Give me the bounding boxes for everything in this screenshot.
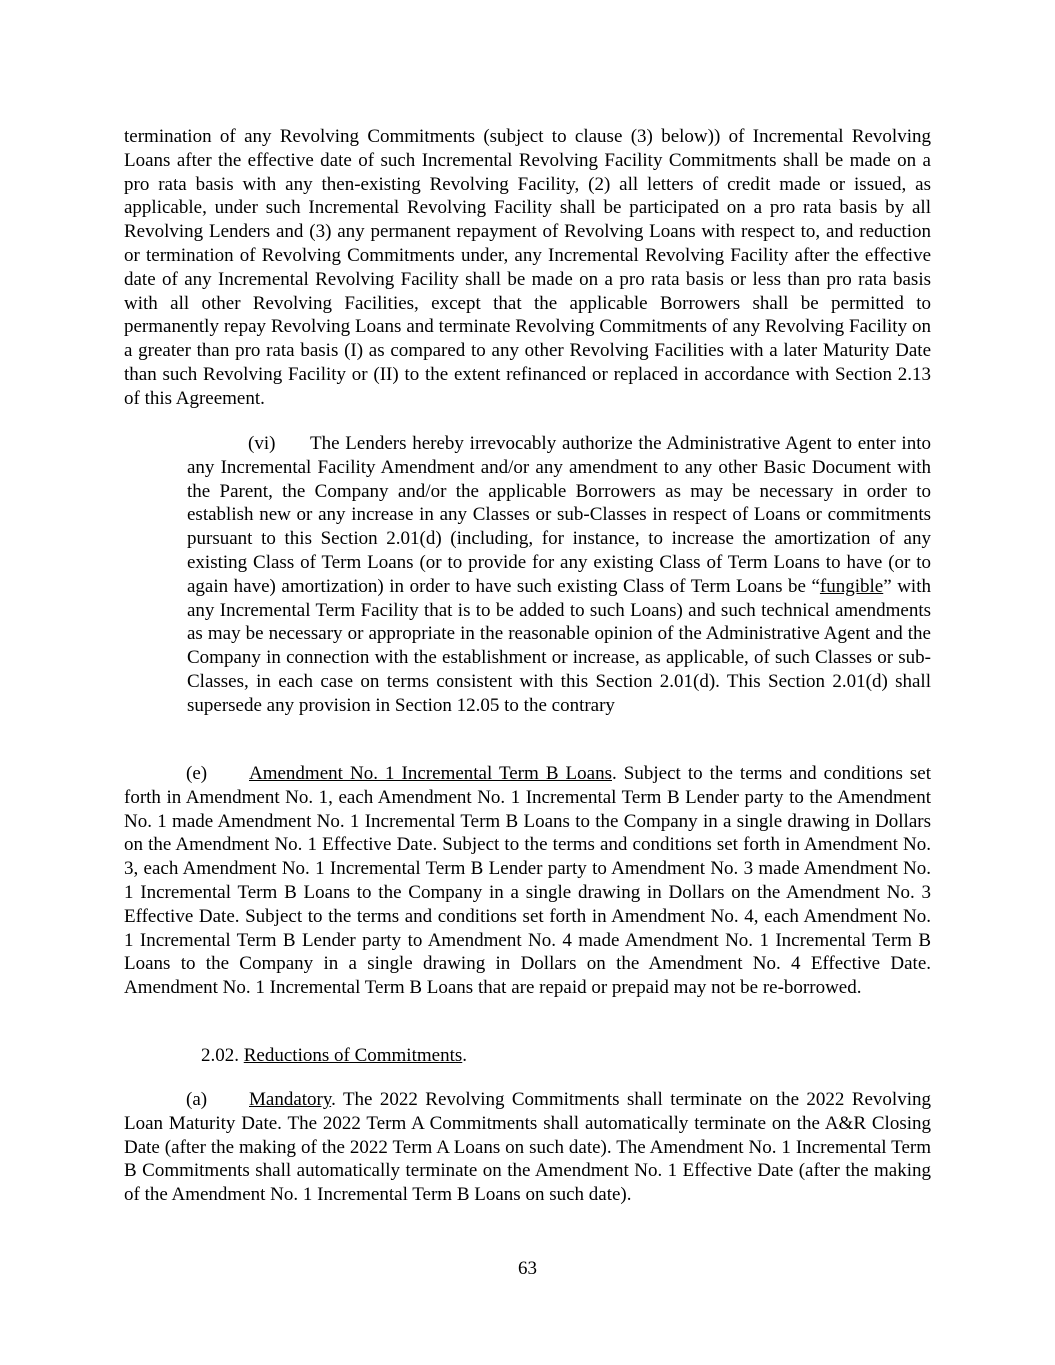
- clause-e-text: . Subject to the terms and conditions set forth in Amendment No. 1, each Amendment No. 1 Incremental Term B Lender party to the Amendment No. 1 made Amendment No. 1 Incremental Term B Loans to the Company in a single drawing in Dollars on the Amendment No. 1 Effective Date. Subject to the terms and conditions set forth in Amendment No. 3, each Amendment No. 1 Incremental Term B Lender party to Amendment No. 3 made Amendment No. 1 Incremental Term B Loans to the Company in a single drawing in Dollars on the Amendment No. 3 Effective Date. Subject to the terms and conditions set forth in Amendment No. 4, each Amendment No. 1 Incremental Term B Lender party to Amendment No. 4 made Amendment No. 1 Incremental Term B Loans to the Company in a single drawing in Dollars on the Amendment No. 4 Effective Date. Amendment No. 1 Incremental Term B Loans that are repaid or prepaid may not be re-borrowed.: [124, 763, 931, 999]
- paragraph-revolving-continuation: termination of any Revolving Commitments (subject to clause (3) below)) of Incremental Revolving Loans after the effective date of such Incremental Revolving Facility Commitments shall be made on a pro rata basis with any then-existing Revolving Facility, (2) all letters of credit made or issued, as applicable, under such Incremental Revolving Facility shall be participated on a pro rata basis by all Revolving Lenders and (3) any permanent repayment of Revolving Loans with respect to, and reduction or termination of Revolving Commitments under, any Incremental Revolving Facility after the effective date of any Incremental Revolving Facility shall be made on a pro rata basis or less than pro rata basis with all other Revolving Facilities, except that the applicable Borrowers shall be permitted to permanently repay Revolving Loans and terminate Revolving Commitments of any Revolving Facility on a greater than pro rata basis (I) as compared to any other Revolving Facilities with a later Maturity Date than such Revolving Facility or (II) to the extent refinanced or replaced in accordance with Section 2.13 of this Agreement.: [124, 126, 931, 409]
- section-heading-2-02: [124, 1044, 931, 1068]
- clause-label-a: (a): [186, 1089, 208, 1110]
- paragraph-e: [124, 762, 931, 1000]
- section-title-trail: .: [462, 1045, 467, 1066]
- clause-vi-text-before: The Lenders hereby irrevocably authorize the Administrative Agent to enter into any Incremental Facility Amendment and/or any amendment to any other Basic Document with the Parent, the Company and/or the applicable Borrowers as may be necessary in order to establish new or any increase in any Classes or sub-Classes in respect of Loans or commitments pursuant to this Section 2.01(d) (including, for instance, to increase the amortization of any existing Class of Term Loans (or to provide for any existing Class of Term Loans to have (or to again have) amortization) in order to have such existing Class of Term Loans be “: [187, 433, 931, 597]
- section-title: Reductions of Commitments: [243, 1045, 463, 1066]
- term-fungible: fungible: [819, 575, 884, 597]
- paragraph-vi: [187, 432, 931, 718]
- clause-label-vi: (vi): [248, 433, 276, 454]
- clause-label-e: (e): [186, 763, 208, 784]
- page-number: 63: [518, 1258, 537, 1279]
- heading-amendment-no1-term-b: Amendment No. 1 Incremental Term B Loans: [249, 763, 612, 784]
- section-number: 2.02.: [201, 1045, 239, 1066]
- clause-vi-text-after: ” with any Incremental Term Facility that is to be added to such Loans) and such technical amendments as may be necessary or appropriate in the reasonable opinion of the Administrative Agent and the Company in connection with the establishment or increase, as applicable, of such Classes or sub-Classes, in each case on terms consistent with this Section 2.01(d). This Section 2.01(d) shall supersede any provision in Section 12.05 to the contrary: [187, 575, 931, 716]
- heading-mandatory: Mandatory: [249, 1089, 332, 1110]
- paragraph-a: [124, 1088, 931, 1207]
- clause-a-text: . The 2022 Revolving Commitments shall terminate on the 2022 Revolving Loan Maturity Date. The 2022 Term A Commitments shall automatically terminate on the A&R Closing Date (after the making of the 2022 Term A Loans on such date). The Amendment No. 1 Incremental Term B Commitments shall automatically terminate on the Amendment No. 1 Effective Date (after the making of the Amendment No. 1 Incremental Term B Loans on such date).: [124, 1089, 931, 1206]
